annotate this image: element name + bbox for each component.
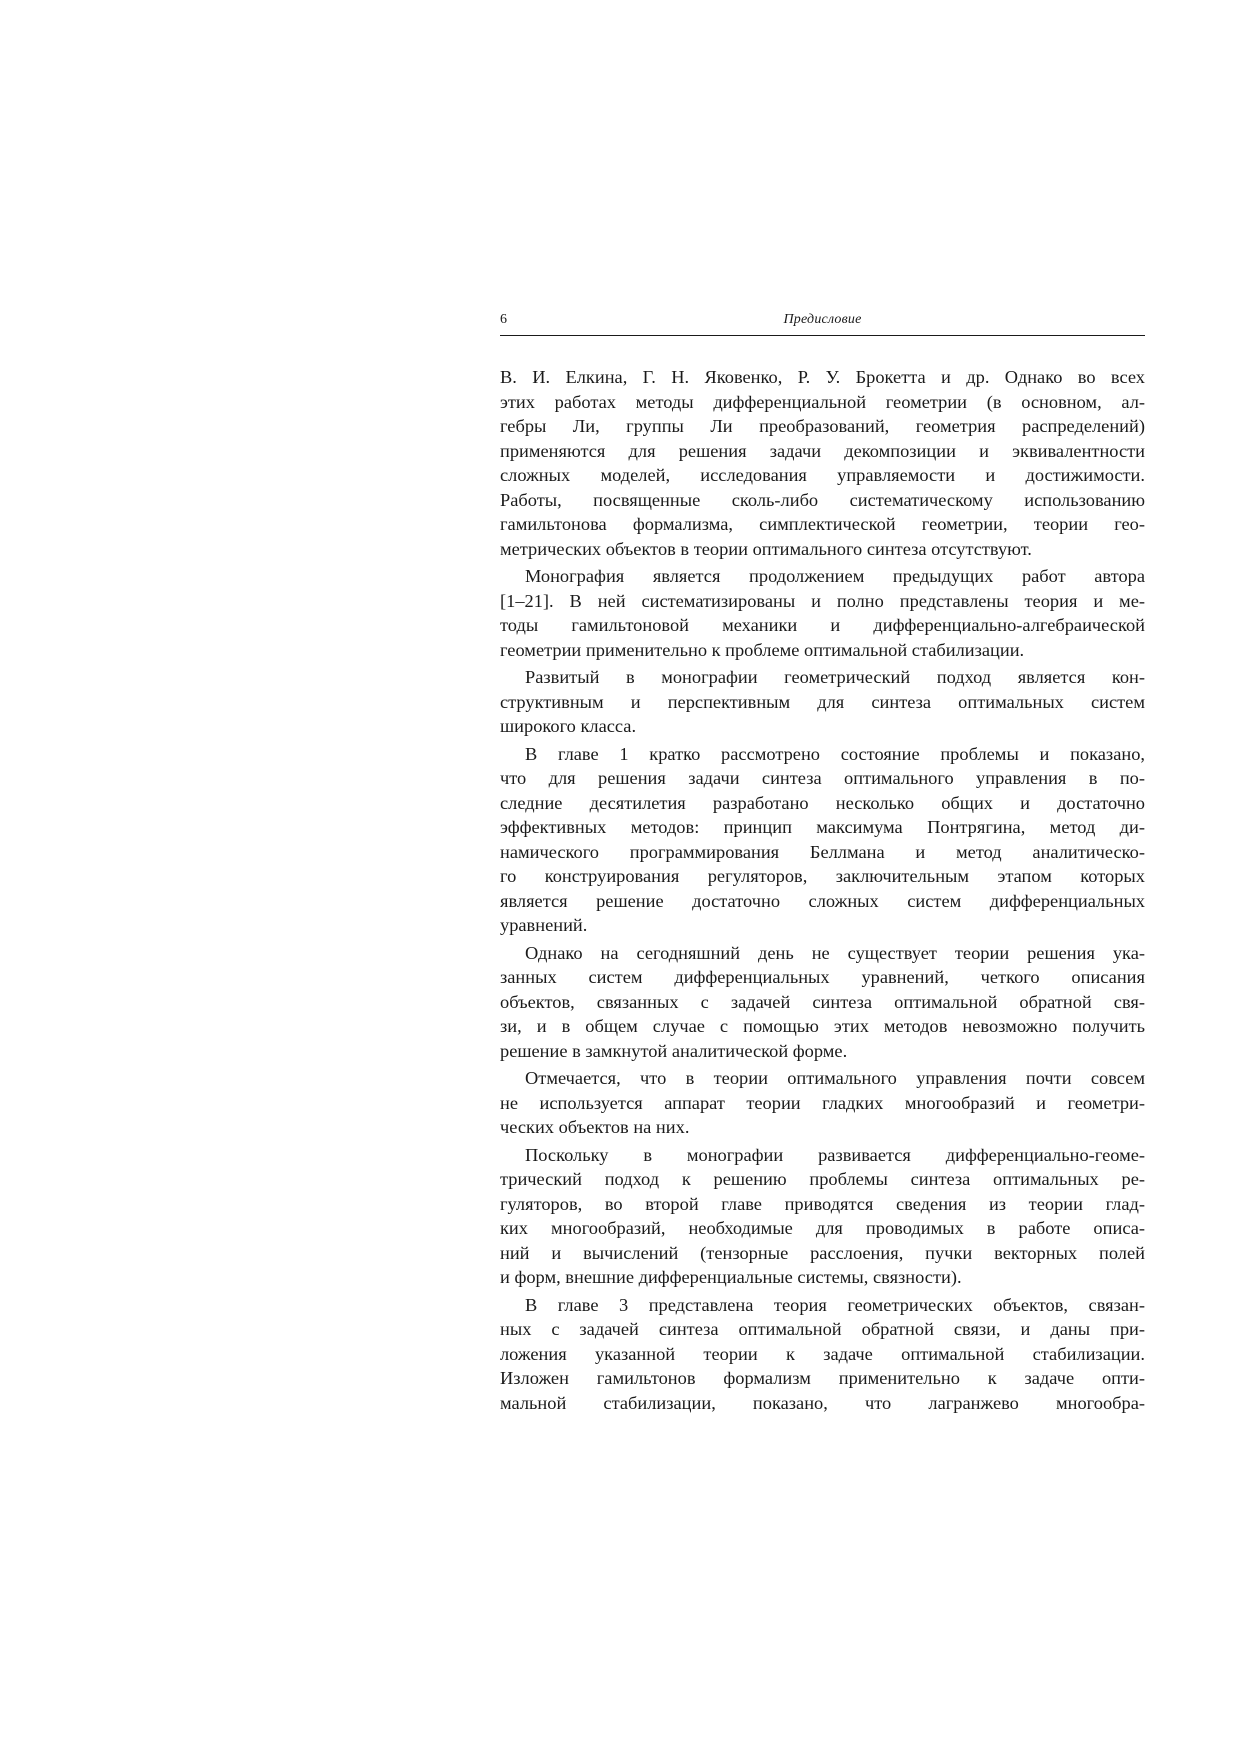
- text-line: гуляторов, во второй главе приводятся сведения из теории глад-: [500, 1193, 1145, 1214]
- text-line: метрических объектов в теории оптимального синтеза отсутствуют.: [500, 538, 1032, 559]
- text-line: мальной стабилизации, показано, что лагранжево многообра-: [500, 1392, 1145, 1413]
- text-line: уравнений.: [500, 915, 588, 935]
- text-line: применяются для решения задачи декомпозиции и эквивалентности: [500, 440, 1145, 461]
- text-line: Изложен гамильтонов формализм применительно к задаче опти-: [500, 1368, 1145, 1388]
- paragraph: [500, 1293, 1145, 1416]
- text-line: ных с задачей синтеза оптимальной обратной связи, и даны при-: [500, 1319, 1145, 1339]
- running-header: [500, 312, 1145, 336]
- page-number: 6: [500, 312, 507, 327]
- text-line: ческих объектов на них.: [500, 1117, 690, 1137]
- text-line: тоды гамильтоновой механики и дифференциально-алгебраической: [500, 615, 1145, 635]
- text-line: Монография является продолжением предыдущих работ автора: [525, 566, 1145, 586]
- text-line: объектов, связанных с задачей синтеза оптимальной обратной свя-: [500, 991, 1145, 1012]
- text-line: Развитый в монографии геометрический подход является кон-: [525, 667, 1145, 687]
- paragraph: [500, 365, 1145, 561]
- paragraph: [500, 564, 1145, 662]
- text-line: Работы, посвященные сколь-либо систематическому использованию: [500, 489, 1145, 510]
- text-line: не используется аппарат теории гладких многообразий и геометри-: [500, 1092, 1145, 1113]
- text-line: Отмечается, что в теории оптимального управления почти совсем: [525, 1068, 1145, 1088]
- text-line: намического программирования Беллмана и метод аналитическо-: [500, 841, 1145, 862]
- text-line: этих работах методы дифференциальной геометрии (в основном, ал-: [500, 391, 1145, 412]
- text-line: В главе 3 представлена теория геометрических объектов, связан-: [525, 1294, 1145, 1315]
- running-title: Предисловие: [783, 312, 862, 327]
- text-line: зи, и в общем случае с помощью этих методов невозможно получить: [500, 1016, 1145, 1036]
- text-line: ких многообразий, необходимые для проводимых в работе описа-: [500, 1218, 1145, 1238]
- paragraph: [500, 1143, 1145, 1290]
- text-line: В главе 1 кратко рассмотрено состояние проблемы и показано,: [525, 743, 1145, 764]
- paragraph: [500, 1066, 1145, 1140]
- text-line: структивным и перспективным для синтеза оптимальных систем: [500, 691, 1145, 712]
- paragraph: [500, 742, 1145, 938]
- text-line: ложения указанной теории к задаче оптимальной стабилизации.: [500, 1343, 1145, 1364]
- text-line: решение в замкнутой аналитической форме.: [500, 1040, 848, 1061]
- paragraph: [500, 665, 1145, 739]
- text-line: является решение достаточно сложных систем дифференциальных: [500, 890, 1145, 911]
- text-line: занных систем дифференциальных уравнений, четкого описания: [500, 967, 1145, 987]
- text-line: го конструирования регуляторов, заключительным этапом которых: [500, 866, 1145, 886]
- header-rule: [500, 335, 1145, 336]
- text-line: и форм, внешние дифференциальные системы, связности).: [500, 1267, 962, 1287]
- text-line: геометрии применительно к проблеме оптимальной стабилизации.: [500, 639, 1025, 660]
- text-line: гебры Ли, группы Ли преобразований, геометрия распределений): [500, 416, 1145, 436]
- text-line: ний и вычислений (тензорные расслоения, пучки векторных полей: [500, 1242, 1145, 1263]
- text-line: Однако на сегодняшний день не существует теории решения ука-: [525, 942, 1145, 963]
- text-line: что для решения задачи синтеза оптимального управления в по-: [500, 768, 1145, 788]
- text-line: следние десятилетия разработано несколько общих и достаточно: [500, 792, 1145, 813]
- text-line: В. И. Елкина, Г. Н. Яковенко, Р. У. Брокетта и др. Однако во всех: [500, 367, 1145, 387]
- text-line: гамильтонова формализма, симплектической геометрии, теории гео-: [500, 514, 1145, 534]
- text-line: Поскольку в монографии развивается дифференциально-геоме-: [525, 1144, 1145, 1165]
- text-line: [1–21]. В ней систематизированы и полно представлены теория и ме-: [500, 590, 1145, 611]
- text-line: широкого класса.: [500, 716, 637, 736]
- text-line: сложных моделей, исследования управляемости и достижимости.: [500, 465, 1145, 485]
- paragraph: [500, 941, 1145, 1064]
- body-text: [500, 365, 1145, 1415]
- text-line: трический подход к решению проблемы синтеза оптимальных ре-: [500, 1169, 1145, 1189]
- text-line: эффективных методов: принцип максимума Понтрягина, метод ди-: [500, 817, 1145, 837]
